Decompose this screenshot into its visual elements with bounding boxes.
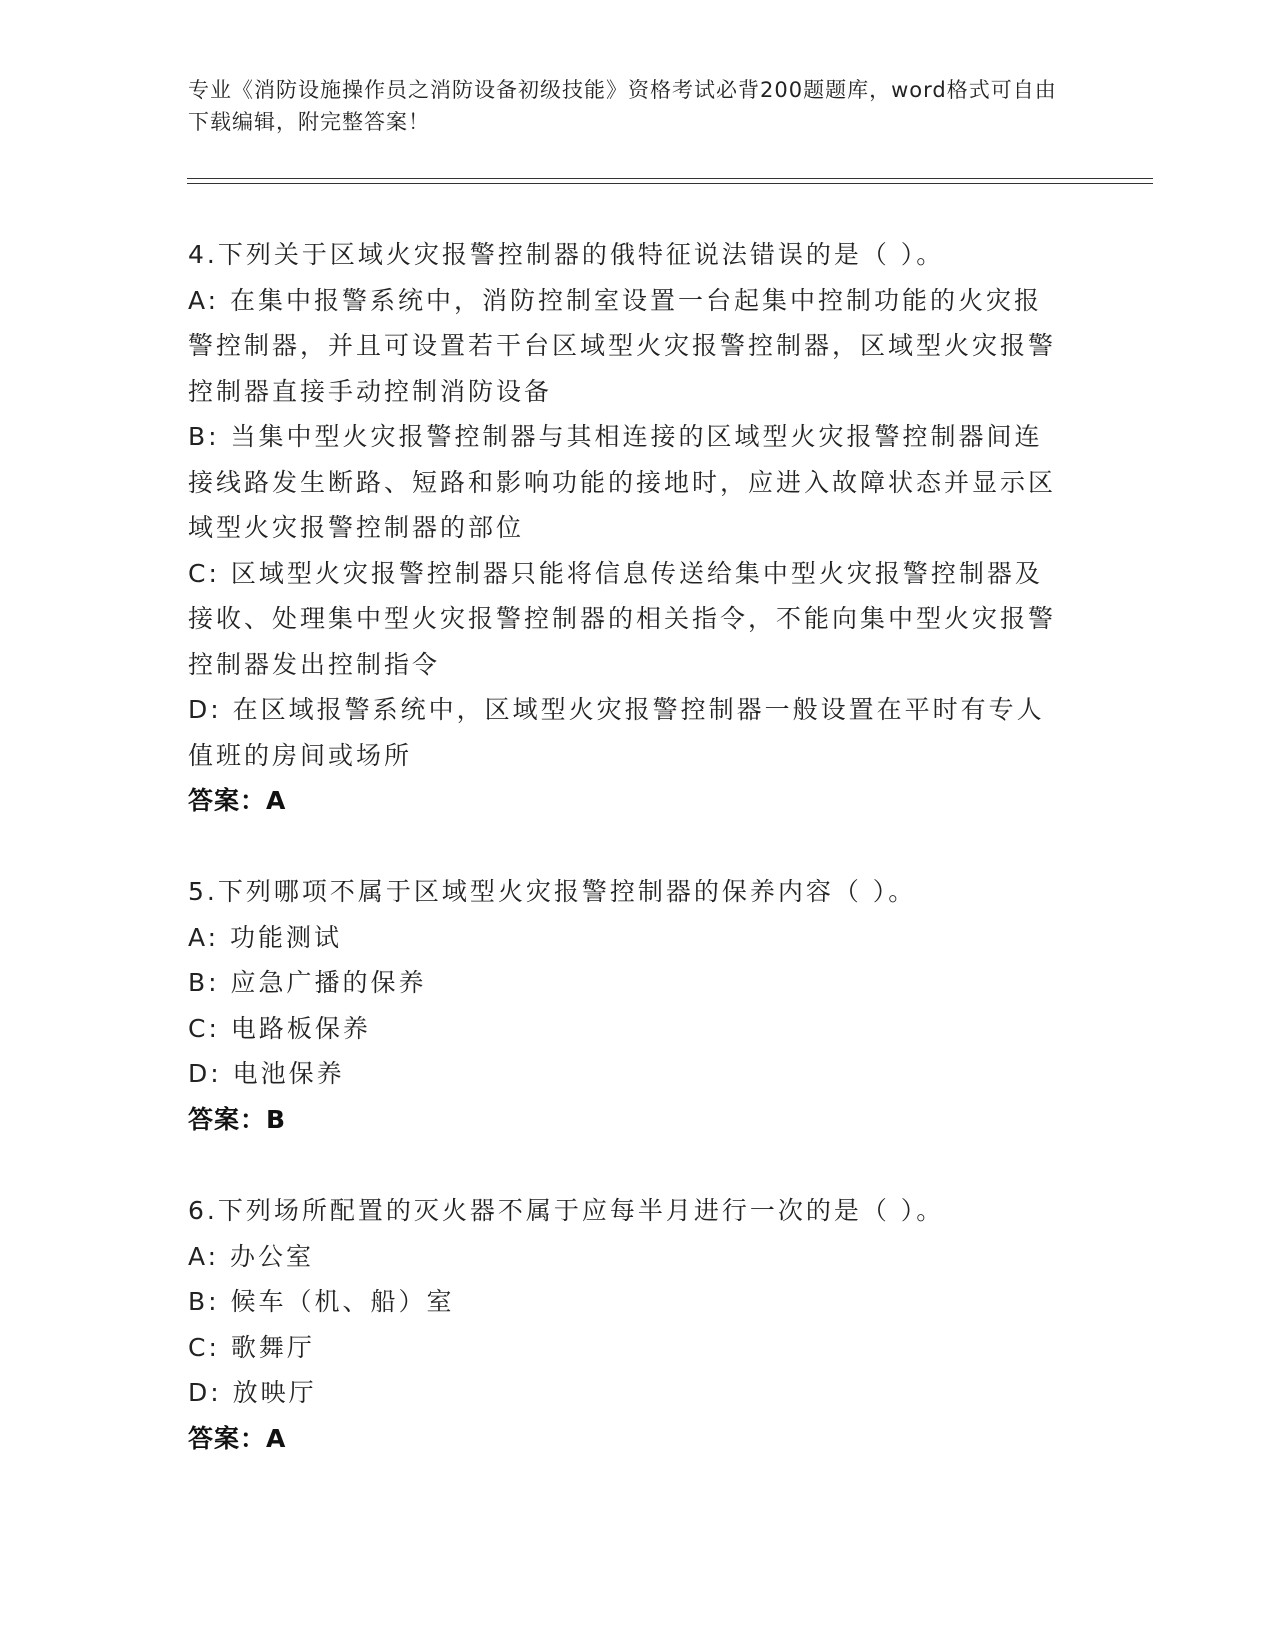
question-6 xyxy=(188,1188,1068,1461)
answer: 答案：B xyxy=(188,1104,287,1134)
answer: 答案：A xyxy=(188,1423,287,1453)
question-stem: 4.下列关于区域火灾报警控制器的俄特征说法错误的是（ ）。 xyxy=(188,240,945,269)
option-a: A: 功能测试 xyxy=(188,922,343,952)
option-c: C: 电路板保养 xyxy=(188,1013,371,1043)
option-b: B: 应急广播的保养 xyxy=(188,968,427,997)
option-c: C: 歌舞厅 xyxy=(188,1332,315,1362)
answer: 答案：A xyxy=(188,786,287,815)
question-stem: 6.下列场所配置的灭火器不属于应每半月进行一次的是（ ）。 xyxy=(188,1196,945,1225)
option-a: A: 办公室 xyxy=(188,1241,315,1271)
option-b: B: 当集中型火灾报警控制器与其相连接的区域型火灾报警控制器间连接线路发生断路、短路和影响功能的接地时，应进入故障状态并显示区域型火灾报警控制器的部位 xyxy=(188,422,1057,542)
question-5 xyxy=(188,869,1068,1142)
option-d: D: 电池保养 xyxy=(188,1059,345,1088)
question-4 xyxy=(188,232,1068,824)
header-divider-bottom xyxy=(187,183,1153,184)
option-d: D: 放映厅 xyxy=(188,1378,317,1407)
header-divider-top xyxy=(187,178,1153,179)
question-stem: 5.下列哪项不属于区域型火灾报警控制器的保养内容（ ）。 xyxy=(188,877,917,906)
option-a: A: 在集中报警系统中，消防控制室设置一台起集中控制功能的火灾报警控制器，并且可设置若干台区域型火灾报警控制器，区域型火灾报警控制器直接手动控制消防设备 xyxy=(188,285,1057,406)
option-c: C: 区域型火灾报警控制器只能将信息传送给集中型火灾报警控制器及接收、处理集中型火灾报警控制器的相关指令，不能向集中型火灾报警控制器发出控制指令 xyxy=(188,558,1057,679)
option-d: D: 在区域报警系统中，区域型火灾报警控制器一般设置在平时有专人值班的房间或场所 xyxy=(188,695,1045,770)
document-header: 专业《消防设施操作员之消防设备初级技能》资格考试必背200题题库，word格式可自由下载编辑，附完整答案！ xyxy=(188,78,1057,134)
option-b: B: 候车（机、船）室 xyxy=(188,1287,455,1316)
